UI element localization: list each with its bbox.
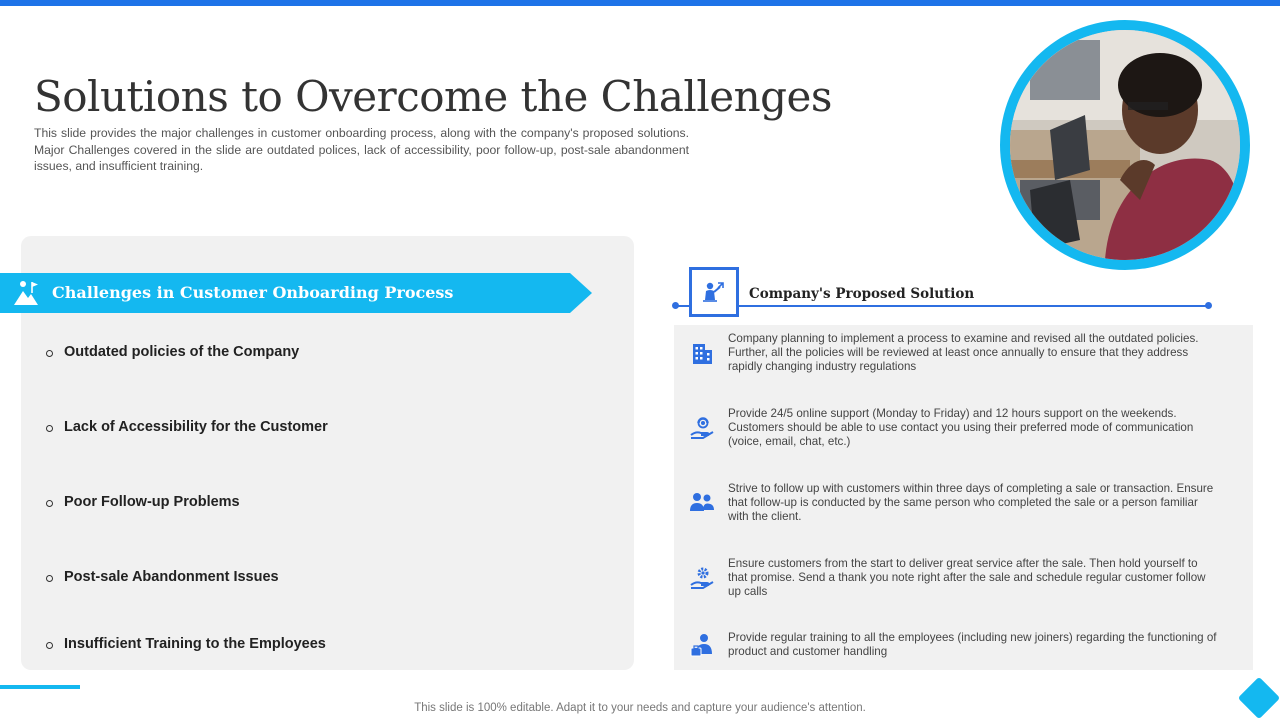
- slide-description: This slide provides the major challenges in customer onboarding process, along with the company's proposed solutions. Major Challenges covered in the slide are outdated polices, lack of accessibility, poor follow-up, post-sale abandonment issues, and insufficient training.: [34, 126, 689, 173]
- office-photo: [1010, 30, 1240, 260]
- bullet-icon: [46, 350, 53, 357]
- challenge-item: [46, 344, 299, 360]
- building-icon: [689, 340, 715, 366]
- challenge-item: [46, 419, 328, 435]
- solution-heading: Company's Proposed Solution: [749, 286, 975, 302]
- challenge-text: Lack of Accessibility for the Customer: [64, 419, 328, 435]
- challenge-text: Poor Follow-up Problems: [64, 494, 240, 510]
- bullet-icon: [46, 500, 53, 507]
- solution-text: Company planning to implement a process to examine and revised all the outdated policies. Further, all the policies will be reviewed at least once annually to ensure that they address rapidly changing industry regulations: [728, 332, 1199, 373]
- top-accent-bar: [0, 0, 1280, 6]
- people-icon: [689, 490, 715, 516]
- bullet-icon: [46, 642, 53, 649]
- challenges-heading: Challenges in Customer Onboarding Process: [52, 283, 454, 302]
- service-gear-hand-icon: [689, 565, 715, 591]
- solution-text: Provide 24/5 online support (Monday to Friday) and 12 hours support on the weekends. Customers should be able to use contact you using their preferred mode of communication (voice, email, chat, etc.): [728, 407, 1194, 448]
- divider-dot: [1205, 302, 1212, 309]
- slide-title: Solutions to Overcome the Challenges: [34, 72, 832, 121]
- challenge-text: Outdated policies of the Company: [64, 344, 300, 360]
- solution-text: Strive to follow up with customers within three days of completing a sale or transaction. Ensure that follow-up is conducted by the same person who completed the sale or a person familiar with the client.: [728, 482, 1214, 523]
- challenge-text: Post-sale Abandonment Issues: [64, 569, 279, 585]
- challenge-item: [46, 494, 240, 510]
- challenge-item: [46, 569, 279, 585]
- challenge-text: Insufficient Training to the Employees: [64, 636, 326, 652]
- bullet-icon: [46, 425, 53, 432]
- solution-divider: [676, 305, 1210, 307]
- challenge-item: [46, 636, 326, 652]
- challenges-banner: [0, 273, 592, 313]
- divider-dot: [672, 302, 679, 309]
- mountain-flag-icon: [12, 279, 40, 307]
- solution-text: Provide regular training to all the employees (including new joiners) regarding the functioning of product and customer handling: [728, 631, 1217, 658]
- solution-text: Ensure customers from the start to deliver great service after the sale. Then hold yourself to that promise. Send a thank you note right after the sale and schedule regular customer follow up calls: [728, 557, 1206, 598]
- bullet-icon: [46, 575, 53, 582]
- bottom-accent-bar: [0, 685, 80, 689]
- support-hand-icon: [689, 415, 715, 441]
- trainee-briefcase-icon: [689, 632, 715, 658]
- footer-note: This slide is 100% editable. Adapt it to your needs and capture your audience's attention.: [414, 702, 866, 714]
- presenter-icon: [689, 267, 739, 317]
